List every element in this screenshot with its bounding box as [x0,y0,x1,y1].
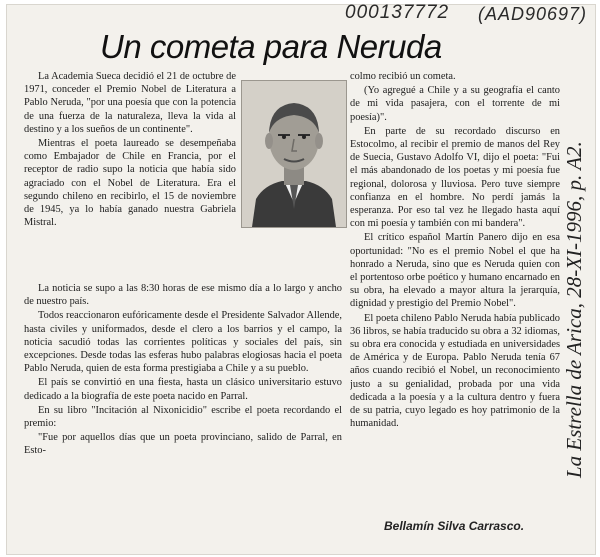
article-column-left-top [24,70,236,280]
paragraph: "Fue por aquellos días que un poeta provinciano, salido de Parral, en Esto- [24,432,342,457]
paragraph: colmo recibió un cometa. [350,71,456,82]
paragraph: En parte de su recordado discurso en Estocolmo, al recibir el premio de manos del Rey de Suecia, Gustavo Adolfo VI, dijo el poeta: "Fui el más abandonado de los poetas y mi poesía fue regional, dolorosa y lluviosa. Pero tuve siempre confianza en el hombre. No perdí jamás la esperanza. Por eso tal vez he llegado hasta aquí con mi poesía y también con mi bandera". [350,125,560,230]
paragraph: Todos reaccionaron eufóricamente desde el Presidente Salvador Allende, hasta civiles y uniformados, desde el clero a los barrios y el campo, la noticia sacudió todas las corrientes políticas y sociales del país, sin excepciones. Desde todas las esferas hubo palabras elogiosas hacia el poeta Pablo Neruda, quien de esta forma prestigiaba a Chile y a su pueblo. [24,310,342,375]
catalog-code-handwritten: (AAD90697) [478,4,588,24]
paragraph: (Yo agregué a Chile y a su geografía el canto de mi vida pasajera, con el torrente de mi poesía)". [350,85,560,123]
paragraph: La noticia se supo a las 8:30 horas de ese mismo día a lo largo y ancho de nuestro país. [24,283,342,308]
paragraph: La Academia Sueca decidió el 21 de octubre de 1971, conceder el Premio Nobel de Literatura a Pablo Neruda, "por una poesía que con la potencia de una fuerza de la naturaleza, lleva la vida al destino y a los sueños de un continente". [24,71,236,135]
author-portrait-photo [241,80,347,228]
paragraph: Mientras el poeta laureado se desempeñaba como Embajador de Chile en Francia, por el receptor de radio supo la noticia que había sido agraciado con el Nobel de Literatura. Era el segundo chileno en recibirlo, el 15 de noviembre de 1945, ya lo había ganado nuestra Gabriela Mistral. [24,138,236,229]
portrait-illustration [242,81,346,227]
paragraph: En su libro "Incitación al Nixonicidio" escribe el poeta recordando el premio: [24,404,342,430]
source-note-handwritten: La Estrella de Arica, 28-XI-1996, p. A2. [562,141,586,478]
article-headline: Un cometa para Neruda [100,28,442,65]
archive-id-handwritten: 000137772 [345,2,450,23]
paragraph: El crítico español Martín Panero dijo en esa oportunidad: "No es el premio Nobel el que ha honrado a Neruda, sino que es Neruda quien con el portentoso orbe poético y humano encarnado en su obra, ha elevado a mayor altura la jerarquía, dignidad y prestigio del Premio Nobel". [350,232,560,310]
article-byline: Bellamín Silva Carrasco. [384,519,525,533]
paragraph: El poeta chileno Pablo Neruda había publicado 36 libros, se había traducido su obra a 32 idiomas, su obra era conocida y estudiada en universidades de América y de Europa. Pablo Neruda tenía 67 años cuando recibió el Nobel, un reconocimiento justo a su genialidad, probada por una vida dedicada a la poesía y a la cultura dentro y fuera de su patria, cuyo legado es hoy patrimonio de la humanidad. [350,312,560,430]
paragraph: El país se convirtió en una fiesta, hasta un clásico universitario estuvo dedicado a la biografía de este poeta nacido en Parral. [24,377,342,402]
article-column-right [350,70,560,512]
article-column-left-bottom [24,282,342,537]
